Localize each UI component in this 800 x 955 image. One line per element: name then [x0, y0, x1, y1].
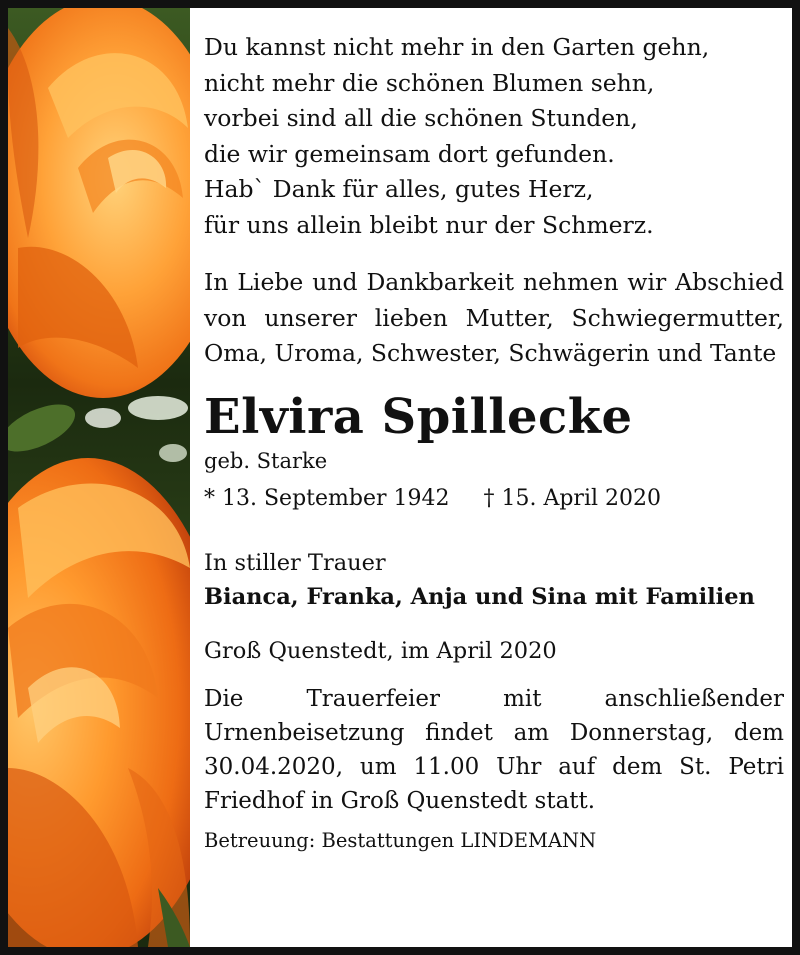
place-and-date: Groß Quenstedt, im April 2020: [204, 637, 557, 664]
farewell-intro: In Liebe und Dankbarkeit nehmen wir Abschied von unserer lieben Mutter, Schwiegermutter, Oma, Uroma, Schwester, Schwägerin und Tante: [204, 268, 784, 367]
poem-line: nicht mehr die schönen Blumen sehn,: [204, 68, 655, 97]
obituary-text: [204, 30, 784, 856]
death-date: † 15. April 2020: [483, 485, 661, 511]
poem-line: Du kannst nicht mehr in den Garten gehn,: [204, 33, 710, 61]
funeral-service-credit: Betreuung: Bestattungen LINDEMANN: [204, 828, 597, 852]
life-dates: [204, 482, 784, 516]
mourning-label: In stiller Trauer: [204, 549, 386, 576]
deceased-name: Elvira Spillecke: [204, 388, 633, 445]
poem-line: vorbei sind all die schönen Stunden,: [204, 104, 638, 132]
poem-line: für uns allein bleibt nur der Schmerz.: [204, 210, 654, 239]
birth-name: geb. Starke: [204, 448, 328, 473]
orange-roses-photo: [8, 8, 190, 947]
birth-date: * 13. September 1942: [204, 485, 450, 511]
funeral-notice: Die Trauerfeier mit anschließender Urnenbeisetzung findet am Donnerstag, dem 30.04.2020, um 11.00 Uhr auf dem St. Petri Friedhof in Groß Quenstedt statt.: [204, 685, 784, 814]
poem: [204, 30, 784, 243]
poem-line: die wir gemeinsam dort gefunden.: [204, 139, 615, 168]
mourners-names: Bianca, Franka, Anja und Sina mit Familien: [204, 583, 755, 610]
poem-line: Hab` Dank für alles, gutes Herz,: [204, 175, 594, 203]
roses-illustration: [8, 8, 190, 947]
